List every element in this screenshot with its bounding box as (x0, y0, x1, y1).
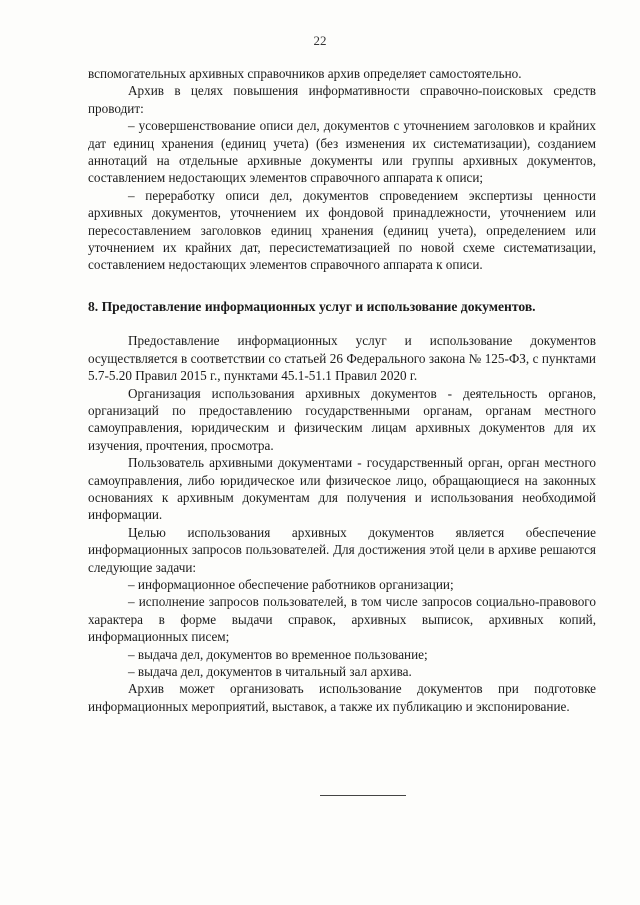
list-item: – усовершенствование описи дел, документов с уточнением заголовков и крайних дат единиц хранения (единиц учета) (без изменения их систематизации), созданием аннотаций на отдельные архивные документы или группы архивных документов, составлением недостающих элементов справочного аппарата к описи; (88, 118, 596, 186)
paragraph: Пользователь архивными документами - государственный орган, орган местного самоуправления, либо юридическое или физическое лицо, обращающиеся на законных основаниях к архивным документам для получения и использования необходимой информации. (88, 455, 596, 523)
list-item: – исполнение запросов пользователей, в том числе запросов социально-правового характера в форме выдачи справок, архивных выписок, архивных копий, информационных писем; (88, 594, 596, 645)
list-item: – выдача дел, документов в читальный зал архива. (128, 664, 412, 679)
list-item: – переработку описи дел, документов спроведением экспертизы ценности архивных документов, уточнением их фондовой принадлежности, уточнением или пересоставлением заголовков единиц хранения (единиц учета), определением или уточнением их крайних дат, пересистематизацией по новой схеме систематизации, составлением недостающих элементов справочного аппарата к описи. (88, 187, 596, 273)
page-number: 22 (313, 33, 327, 48)
closing-rule (320, 795, 406, 796)
paragraph: Архив в целях повышения информативности справочно-поисковых средств проводит: (88, 83, 596, 116)
page-body (88, 65, 596, 715)
list-item: – информационное обеспечение работников организации; (128, 576, 454, 592)
list-item: – выдача дел, документов во временное пользование; (128, 646, 428, 662)
paragraph: вспомогательных архивных справочников архив определяет самостоятельно. (88, 66, 522, 81)
paragraph: Целью использования архивных документов является обеспечение информационных запросов пользователей. Для достижения этой цели в архиве решаются следующие задачи: (88, 524, 596, 575)
section-heading: 8. Предоставление информационных услуг и использование документов. (88, 298, 536, 314)
paragraph: Архив может организовать использование документов при подготовке информационных мероприятий, выставок, а также их публикацию и экспонирование. (88, 681, 596, 714)
paragraph: Организация использования архивных документов - деятельность органов, организаций по предоставлению государственными органам, органам местного самоуправления, юридическим и физическим лицам архивных документов для их изучения, прочтения, просмотра. (88, 385, 596, 453)
paragraph: Предоставление информационных услуг и использование документов осуществляется в соответствии со статьей 26 Федерального закона № 125-ФЗ, с пунктами 5.7-5.20 Правил 2015 г., пунктами 45.1-51.1 Правил 2020 г. (88, 333, 596, 384)
